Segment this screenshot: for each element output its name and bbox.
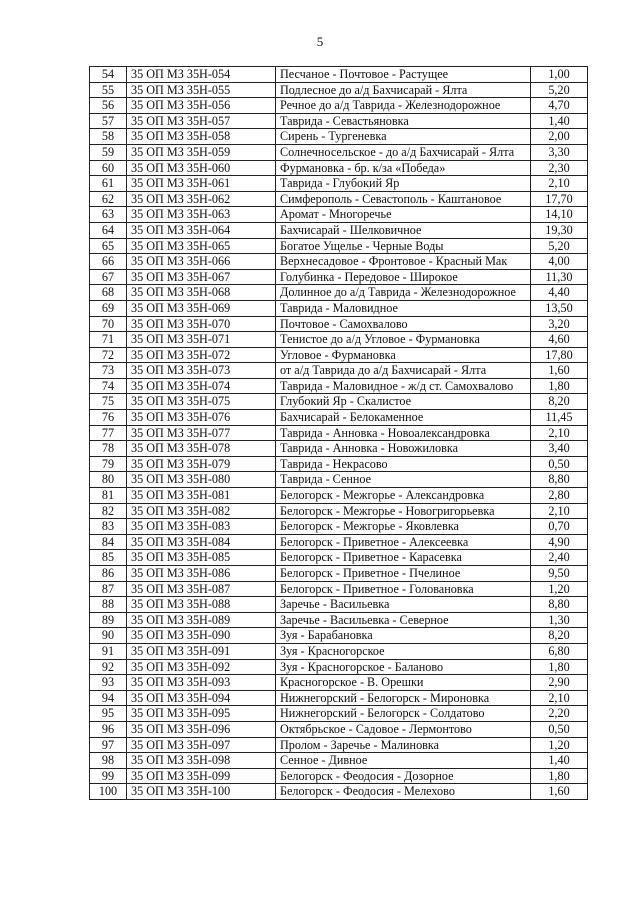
road-code-cell: 35 ОП МЗ 35Н-056 <box>127 98 276 114</box>
road-name-cell: Заречье - Васильевка - Северное <box>276 612 531 628</box>
road-code-cell: 35 ОП МЗ 35Н-100 <box>127 784 276 800</box>
row-number-cell: 67 <box>90 269 127 285</box>
table-row <box>90 378 588 394</box>
table-row <box>90 191 588 207</box>
road-length-cell: 5,20 <box>531 82 588 98</box>
table-row <box>90 300 588 316</box>
row-number-cell: 96 <box>90 721 127 737</box>
road-length-cell: 4,00 <box>531 254 588 270</box>
table-row <box>90 67 588 83</box>
road-length-cell: 2,40 <box>531 550 588 566</box>
table-row <box>90 753 588 769</box>
row-number-cell: 54 <box>90 67 127 83</box>
row-number-cell: 59 <box>90 144 127 160</box>
road-length-cell: 1,80 <box>531 659 588 675</box>
table-row <box>90 441 588 457</box>
road-name-cell: Глубокий Яр - Скалистое <box>276 394 531 410</box>
road-code-cell: 35 ОП МЗ 35Н-078 <box>127 441 276 457</box>
road-length-cell: 0,70 <box>531 519 588 535</box>
table-row <box>90 98 588 114</box>
row-number-cell: 65 <box>90 238 127 254</box>
row-number-cell: 74 <box>90 378 127 394</box>
road-code-cell: 35 ОП МЗ 35Н-089 <box>127 612 276 628</box>
road-length-cell: 11,30 <box>531 269 588 285</box>
table-row <box>90 519 588 535</box>
table-row <box>90 82 588 98</box>
road-code-cell: 35 ОП МЗ 35Н-061 <box>127 176 276 192</box>
table-row <box>90 394 588 410</box>
road-length-cell: 1,80 <box>531 378 588 394</box>
road-name-cell: Подлесное до а/д Бахчисарай - Ялта <box>276 82 531 98</box>
table-row <box>90 410 588 426</box>
row-number-cell: 95 <box>90 706 127 722</box>
road-length-cell: 13,50 <box>531 300 588 316</box>
row-number-cell: 98 <box>90 753 127 769</box>
table-row <box>90 113 588 129</box>
table-row <box>90 690 588 706</box>
row-number-cell: 75 <box>90 394 127 410</box>
road-code-cell: 35 ОП МЗ 35Н-062 <box>127 191 276 207</box>
road-name-cell: Песчаное - Почтовое - Растущее <box>276 67 531 83</box>
road-code-cell: 35 ОП МЗ 35Н-096 <box>127 721 276 737</box>
road-length-cell: 1,60 <box>531 363 588 379</box>
road-length-cell: 3,20 <box>531 316 588 332</box>
road-length-cell: 2,80 <box>531 488 588 504</box>
road-name-cell: Фурмановка - бр. к/за «Победа» <box>276 160 531 176</box>
road-name-cell: Зуя - Барабановка <box>276 628 531 644</box>
table-row <box>90 597 588 613</box>
row-number-cell: 83 <box>90 519 127 535</box>
row-number-cell: 63 <box>90 207 127 223</box>
row-number-cell: 86 <box>90 566 127 582</box>
road-code-cell: 35 ОП МЗ 35Н-072 <box>127 347 276 363</box>
row-number-cell: 92 <box>90 659 127 675</box>
row-number-cell: 94 <box>90 690 127 706</box>
row-number-cell: 76 <box>90 410 127 426</box>
road-length-cell: 4,90 <box>531 534 588 550</box>
road-code-cell: 35 ОП МЗ 35Н-093 <box>127 675 276 691</box>
table-row <box>90 472 588 488</box>
roads-table-body <box>90 67 588 800</box>
road-length-cell: 4,60 <box>531 332 588 348</box>
road-code-cell: 35 ОП МЗ 35Н-098 <box>127 753 276 769</box>
road-length-cell: 1,20 <box>531 737 588 753</box>
table-row <box>90 550 588 566</box>
road-name-cell: Тенистое до а/д Угловое - Фурмановка <box>276 332 531 348</box>
road-length-cell: 1,30 <box>531 612 588 628</box>
table-row <box>90 643 588 659</box>
road-length-cell: 4,70 <box>531 98 588 114</box>
table-row <box>90 363 588 379</box>
road-name-cell: Богатое Ущелье - Черные Воды <box>276 238 531 254</box>
table-row <box>90 721 588 737</box>
row-number-cell: 80 <box>90 472 127 488</box>
row-number-cell: 84 <box>90 534 127 550</box>
road-name-cell: Нижнегорский - Белогорск - Мироновка <box>276 690 531 706</box>
road-code-cell: 35 ОП МЗ 35Н-071 <box>127 332 276 348</box>
road-code-cell: 35 ОП МЗ 35Н-086 <box>127 566 276 582</box>
road-code-cell: 35 ОП МЗ 35Н-092 <box>127 659 276 675</box>
road-name-cell: Таврида - Анновка - Новоалександровка <box>276 425 531 441</box>
road-name-cell: Белогорск - Межгорье - Александровка <box>276 488 531 504</box>
row-number-cell: 58 <box>90 129 127 145</box>
road-code-cell: 35 ОП МЗ 35Н-095 <box>127 706 276 722</box>
road-code-cell: 35 ОП МЗ 35Н-085 <box>127 550 276 566</box>
road-name-cell: Таврида - Маловидное <box>276 300 531 316</box>
row-number-cell: 91 <box>90 643 127 659</box>
row-number-cell: 60 <box>90 160 127 176</box>
road-name-cell: Таврида - Севастьяновка <box>276 113 531 129</box>
road-name-cell: Таврида - Анновка - Новожиловка <box>276 441 531 457</box>
road-length-cell: 2,10 <box>531 425 588 441</box>
road-name-cell: Белогорск - Приветное - Алексеевка <box>276 534 531 550</box>
road-length-cell: 14,10 <box>531 207 588 223</box>
table-row <box>90 768 588 784</box>
road-code-cell: 35 ОП МЗ 35Н-080 <box>127 472 276 488</box>
road-name-cell: Октябрьское - Садовое - Лермонтово <box>276 721 531 737</box>
road-code-cell: 35 ОП МЗ 35Н-084 <box>127 534 276 550</box>
road-code-cell: 35 ОП МЗ 35Н-070 <box>127 316 276 332</box>
table-row <box>90 566 588 582</box>
road-code-cell: 35 ОП МЗ 35Н-064 <box>127 222 276 238</box>
table-row <box>90 503 588 519</box>
road-code-cell: 35 ОП МЗ 35Н-076 <box>127 410 276 426</box>
table-row <box>90 160 588 176</box>
row-number-cell: 87 <box>90 581 127 597</box>
road-name-cell: Таврида - Некрасово <box>276 456 531 472</box>
road-name-cell: Таврида - Глубокий Яр <box>276 176 531 192</box>
row-number-cell: 82 <box>90 503 127 519</box>
road-code-cell: 35 ОП МЗ 35Н-066 <box>127 254 276 270</box>
road-length-cell: 3,40 <box>531 441 588 457</box>
road-name-cell: Таврида - Сенное <box>276 472 531 488</box>
table-row <box>90 488 588 504</box>
road-name-cell: Белогорск - Межгорье - Яковлевка <box>276 519 531 535</box>
row-number-cell: 64 <box>90 222 127 238</box>
road-length-cell: 8,20 <box>531 628 588 644</box>
road-name-cell: Белогорск - Приветное - Пчелиное <box>276 566 531 582</box>
row-number-cell: 55 <box>90 82 127 98</box>
row-number-cell: 78 <box>90 441 127 457</box>
row-number-cell: 72 <box>90 347 127 363</box>
table-row <box>90 269 588 285</box>
road-code-cell: 35 ОП МЗ 35Н-099 <box>127 768 276 784</box>
table-row <box>90 176 588 192</box>
table-row <box>90 347 588 363</box>
road-name-cell: Белогорск - Феодосия - Мелехово <box>276 784 531 800</box>
road-code-cell: 35 ОП МЗ 35Н-065 <box>127 238 276 254</box>
road-length-cell: 0,50 <box>531 721 588 737</box>
road-name-cell: Белогорск - Приветное - Головановка <box>276 581 531 597</box>
row-number-cell: 71 <box>90 332 127 348</box>
row-number-cell: 100 <box>90 784 127 800</box>
road-name-cell: Симферополь - Севастополь - Каштановое <box>276 191 531 207</box>
road-length-cell: 17,80 <box>531 347 588 363</box>
road-code-cell: 35 ОП МЗ 35Н-054 <box>127 67 276 83</box>
road-length-cell: 2,20 <box>531 706 588 722</box>
road-length-cell: 6,80 <box>531 643 588 659</box>
road-code-cell: 35 ОП МЗ 35Н-073 <box>127 363 276 379</box>
road-code-cell: 35 ОП МЗ 35Н-059 <box>127 144 276 160</box>
table-row <box>90 332 588 348</box>
road-name-cell: Белогорск - Феодосия - Дозорное <box>276 768 531 784</box>
road-name-cell: Красногорское - В. Орешки <box>276 675 531 691</box>
table-row <box>90 612 588 628</box>
table-row <box>90 737 588 753</box>
road-code-cell: 35 ОП МЗ 35Н-091 <box>127 643 276 659</box>
road-name-cell: Нижнегорский - Белогорск - Солдатово <box>276 706 531 722</box>
road-length-cell: 2,10 <box>531 690 588 706</box>
road-name-cell: Зуя - Красногорское - Баланово <box>276 659 531 675</box>
row-number-cell: 77 <box>90 425 127 441</box>
table-row <box>90 144 588 160</box>
road-name-cell: Солнечносельское - до а/д Бахчисарай - Ялта <box>276 144 531 160</box>
road-length-cell: 0,50 <box>531 456 588 472</box>
road-length-cell: 2,30 <box>531 160 588 176</box>
road-length-cell: 2,00 <box>531 129 588 145</box>
table-row <box>90 207 588 223</box>
table-row <box>90 254 588 270</box>
road-name-cell: Заречье - Васильевка <box>276 597 531 613</box>
road-length-cell: 8,80 <box>531 472 588 488</box>
road-name-cell: Угловое - Фурмановка <box>276 347 531 363</box>
row-number-cell: 68 <box>90 285 127 301</box>
road-length-cell: 1,00 <box>531 67 588 83</box>
road-code-cell: 35 ОП МЗ 35Н-063 <box>127 207 276 223</box>
road-code-cell: 35 ОП МЗ 35Н-077 <box>127 425 276 441</box>
road-code-cell: 35 ОП МЗ 35Н-068 <box>127 285 276 301</box>
road-name-cell: Белогорск - Межгорье - Новогригорьевка <box>276 503 531 519</box>
roads-table <box>89 66 588 800</box>
row-number-cell: 69 <box>90 300 127 316</box>
row-number-cell: 57 <box>90 113 127 129</box>
road-code-cell: 35 ОП МЗ 35Н-090 <box>127 628 276 644</box>
table-row <box>90 675 588 691</box>
row-number-cell: 85 <box>90 550 127 566</box>
road-name-cell: Бахчисарай - Шелковичное <box>276 222 531 238</box>
table-row <box>90 628 588 644</box>
road-name-cell: Белогорск - Приветное - Карасевка <box>276 550 531 566</box>
table-row <box>90 534 588 550</box>
row-number-cell: 93 <box>90 675 127 691</box>
road-length-cell: 2,90 <box>531 675 588 691</box>
row-number-cell: 73 <box>90 363 127 379</box>
table-row <box>90 784 588 800</box>
table-row <box>90 659 588 675</box>
road-length-cell: 3,30 <box>531 144 588 160</box>
road-name-cell: Аромат - Многоречье <box>276 207 531 223</box>
table-row <box>90 316 588 332</box>
road-length-cell: 1,80 <box>531 768 588 784</box>
road-code-cell: 35 ОП МЗ 35Н-094 <box>127 690 276 706</box>
road-code-cell: 35 ОП МЗ 35Н-097 <box>127 737 276 753</box>
road-length-cell: 2,10 <box>531 176 588 192</box>
row-number-cell: 66 <box>90 254 127 270</box>
table-row <box>90 129 588 145</box>
road-code-cell: 35 ОП МЗ 35Н-088 <box>127 597 276 613</box>
road-length-cell: 1,40 <box>531 753 588 769</box>
road-length-cell: 4,40 <box>531 285 588 301</box>
table-row <box>90 581 588 597</box>
road-code-cell: 35 ОП МЗ 35Н-060 <box>127 160 276 176</box>
row-number-cell: 62 <box>90 191 127 207</box>
road-length-cell: 5,20 <box>531 238 588 254</box>
road-code-cell: 35 ОП МЗ 35Н-069 <box>127 300 276 316</box>
row-number-cell: 56 <box>90 98 127 114</box>
road-code-cell: 35 ОП МЗ 35Н-087 <box>127 581 276 597</box>
row-number-cell: 81 <box>90 488 127 504</box>
road-length-cell: 1,20 <box>531 581 588 597</box>
road-name-cell: Бахчисарай - Белокаменное <box>276 410 531 426</box>
road-length-cell: 1,40 <box>531 113 588 129</box>
page-number: 5 <box>316 34 324 49</box>
table-row <box>90 238 588 254</box>
row-number-cell: 79 <box>90 456 127 472</box>
road-name-cell: Речное до а/д Таврида - Железнодорожное <box>276 98 531 114</box>
row-number-cell: 61 <box>90 176 127 192</box>
road-length-cell: 17,70 <box>531 191 588 207</box>
table-row <box>90 222 588 238</box>
road-name-cell: Почтовое - Самохвалово <box>276 316 531 332</box>
road-code-cell: 35 ОП МЗ 35Н-082 <box>127 503 276 519</box>
road-code-cell: 35 ОП МЗ 35Н-058 <box>127 129 276 145</box>
road-code-cell: 35 ОП МЗ 35Н-081 <box>127 488 276 504</box>
road-name-cell: Верхнесадовое - Фронтовое - Красный Мак <box>276 254 531 270</box>
row-number-cell: 99 <box>90 768 127 784</box>
row-number-cell: 90 <box>90 628 127 644</box>
road-name-cell: от а/д Таврида до а/д Бахчисарай - Ялта <box>276 363 531 379</box>
road-name-cell: Сирень - Тургеневка <box>276 129 531 145</box>
row-number-cell: 89 <box>90 612 127 628</box>
road-length-cell: 8,80 <box>531 597 588 613</box>
road-code-cell: 35 ОП МЗ 35Н-074 <box>127 378 276 394</box>
table-row <box>90 706 588 722</box>
road-code-cell: 35 ОП МЗ 35Н-075 <box>127 394 276 410</box>
road-code-cell: 35 ОП МЗ 35Н-083 <box>127 519 276 535</box>
table-row <box>90 425 588 441</box>
road-length-cell: 11,45 <box>531 410 588 426</box>
row-number-cell: 97 <box>90 737 127 753</box>
road-length-cell: 1,60 <box>531 784 588 800</box>
road-code-cell: 35 ОП МЗ 35Н-055 <box>127 82 276 98</box>
road-name-cell: Таврида - Маловидное - ж/д ст. Самохвалово <box>276 378 531 394</box>
road-length-cell: 9,50 <box>531 566 588 582</box>
road-name-cell: Сенное - Дивное <box>276 753 531 769</box>
road-code-cell: 35 ОП МЗ 35Н-079 <box>127 456 276 472</box>
road-name-cell: Голубинка - Передовое - Широкое <box>276 269 531 285</box>
table-row <box>90 456 588 472</box>
road-code-cell: 35 ОП МЗ 35Н-067 <box>127 269 276 285</box>
table-row <box>90 285 588 301</box>
road-code-cell: 35 ОП МЗ 35Н-057 <box>127 113 276 129</box>
road-length-cell: 8,20 <box>531 394 588 410</box>
road-name-cell: Зуя - Красногорское <box>276 643 531 659</box>
road-name-cell: Пролом - Заречье - Малиновка <box>276 737 531 753</box>
road-length-cell: 19,30 <box>531 222 588 238</box>
road-name-cell: Долинное до а/д Таврида - Железнодорожное <box>276 285 531 301</box>
row-number-cell: 88 <box>90 597 127 613</box>
row-number-cell: 70 <box>90 316 127 332</box>
road-length-cell: 2,10 <box>531 503 588 519</box>
